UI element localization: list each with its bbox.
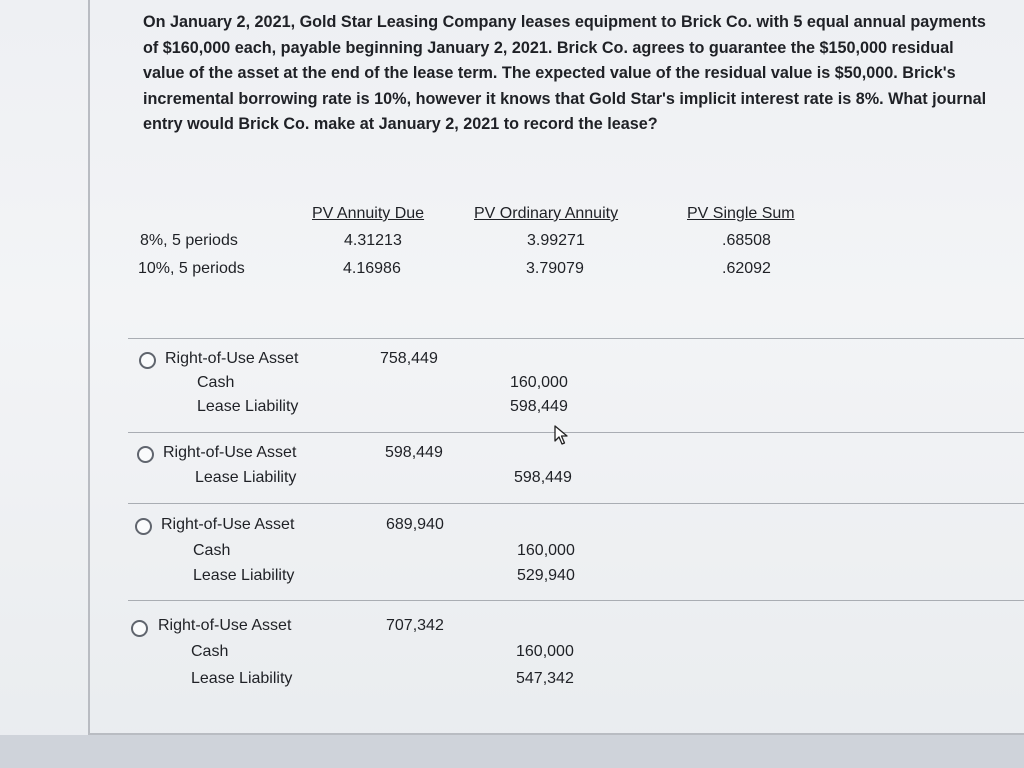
- radio-button[interactable]: [137, 446, 154, 463]
- account-credit: Cash: [191, 643, 229, 660]
- credit-amount: 160,000: [517, 542, 575, 559]
- mouse-pointer-icon: [552, 424, 574, 446]
- pv-cell: 4.16986: [343, 260, 401, 277]
- content-left-border: [88, 0, 90, 740]
- account-credit: Lease Liability: [197, 398, 299, 415]
- option-divider: [128, 600, 1024, 601]
- account-credit: Cash: [193, 542, 231, 559]
- debit-amount: 707,342: [386, 617, 444, 634]
- pv-cell: .62092: [722, 260, 771, 277]
- credit-amount: 598,449: [510, 398, 568, 415]
- account-debit: Right-of-Use Asset: [158, 617, 292, 634]
- account-credit: Cash: [197, 374, 235, 391]
- credit-amount: 529,940: [517, 567, 575, 584]
- pv-header-single-sum: PV Single Sum: [687, 205, 795, 222]
- below-content-area: [0, 735, 1024, 768]
- pv-row-label: 10%, 5 periods: [138, 260, 245, 277]
- pv-header-annuity-due: PV Annuity Due: [312, 205, 425, 222]
- account-credit: Lease Liability: [193, 567, 295, 584]
- account-credit: Lease Liability: [191, 670, 293, 687]
- option-divider: [128, 338, 1024, 339]
- account-debit: Right-of-Use Asset: [161, 516, 295, 533]
- account-debit: Right-of-Use Asset: [165, 350, 299, 367]
- pv-cell: .68508: [722, 232, 771, 249]
- radio-button[interactable]: [131, 620, 148, 637]
- question-text: On January 2, 2021, Gold Star Leasing Company leases equipment to Brick Co. with 5 equal annual payments of $160,000 each, payable beginning January 2, 2021. Brick Co. agrees to guarantee the $150,000 residual value of the asset at the end of the lease term. The expected value of the residual value is $50,000. Brick's incremental borrowing rate is 10%, however it knows that Gold Star's implicit interest rate is 8%. What journal entry would Brick Co. make at January 2, 2021 to record the lease?: [143, 13, 987, 133]
- credit-amount: 160,000: [510, 374, 568, 391]
- pv-cell: 3.99271: [527, 232, 585, 249]
- option-divider: [128, 432, 1024, 433]
- radio-button[interactable]: [139, 352, 156, 369]
- option-divider: [128, 503, 1024, 504]
- pv-cell: 3.79079: [526, 260, 584, 277]
- debit-amount: 758,449: [380, 350, 438, 367]
- pv-cell: 4.31213: [344, 232, 402, 249]
- pv-header-ordinary-annuity: PV Ordinary Annuity: [474, 205, 619, 222]
- debit-amount: 689,940: [386, 516, 444, 533]
- radio-button[interactable]: [135, 518, 152, 535]
- pv-row-label: 8%, 5 periods: [140, 232, 238, 249]
- credit-amount: 598,449: [514, 469, 572, 486]
- credit-amount: 547,342: [516, 670, 574, 687]
- account-debit: Right-of-Use Asset: [163, 444, 297, 461]
- account-credit: Lease Liability: [195, 469, 297, 486]
- debit-amount: 598,449: [385, 444, 443, 461]
- credit-amount: 160,000: [516, 643, 574, 660]
